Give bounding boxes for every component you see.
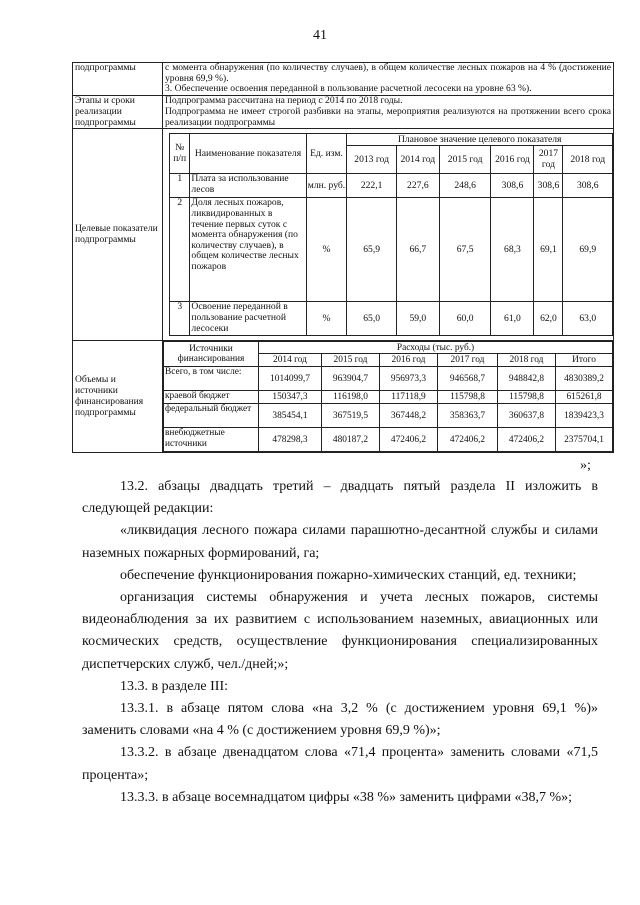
row-label: подпрограммы	[73, 63, 163, 96]
financing-value: 963904,7	[322, 367, 380, 391]
row-content	[163, 341, 614, 453]
indicator-value: 227,6	[396, 174, 439, 198]
financing-value: 4830389,2	[556, 367, 613, 391]
indicator-num: 3	[170, 302, 190, 336]
paragraph: 13.3.3. в абзаце восемнадцатом цифры «38 %» заменить цифрами «38,7 %»;	[120, 789, 573, 805]
indicator-value: 59,0	[396, 302, 439, 336]
col-header-expenses: Расходы (тыс. руб.)	[259, 342, 613, 354]
indicator-value: 222,1	[347, 174, 396, 198]
financing-value: 117118,9	[380, 391, 438, 404]
indicator-unit: млн. руб.	[306, 174, 347, 198]
indicator-row	[170, 198, 613, 302]
indicator-value: 66,7	[396, 198, 439, 302]
col-header-sources: Источники финансирования	[164, 342, 259, 367]
indicators-header-row	[170, 134, 613, 146]
indicator-name: Освоение переданной в пользование расчетной лесосеки	[190, 302, 306, 336]
financing-row	[164, 367, 613, 391]
passport-row-stages	[73, 96, 614, 129]
financing-value: 472406,2	[498, 428, 556, 452]
financing-value: 116198,0	[322, 391, 380, 404]
passport-row-indicators	[73, 129, 614, 341]
row-content	[163, 63, 614, 96]
financing-value: 948842,8	[498, 367, 556, 391]
indicator-value: 62,0	[534, 302, 563, 336]
paragraph: 13.3.1. в абзаце пятом слова «на 3,2 % (с достижением уровня 69,1 %)» заменить словами «на 4 % (с достижением уровня 69,9 %)»;	[82, 701, 598, 739]
indicator-unit: %	[306, 198, 347, 302]
row-label: Объемы и источники финансирования подпрограммы	[73, 341, 163, 453]
indicator-value: 68,3	[491, 198, 534, 302]
indicator-name: Плата за использование лесов	[190, 174, 306, 198]
financing-source: краевой бюджет	[164, 391, 259, 404]
indicator-value: 308,6	[491, 174, 534, 198]
closing-quote-mark: »;	[580, 458, 591, 473]
goal-text-line: 3. Обеспечение освоения переданной в пользование расчетной лесосеки на уровне 63 %).	[165, 83, 532, 95]
financing-value: 367448,2	[380, 404, 438, 428]
financing-value: 2375704,1	[556, 428, 613, 452]
year-header: 2017 год	[534, 146, 563, 174]
financing-source: внебюджетные источники	[164, 428, 259, 452]
indicator-value: 308,6	[534, 174, 563, 198]
year-header: 2013 год	[347, 146, 396, 174]
year-header: 2014 год	[259, 354, 322, 367]
financing-value: 115798,8	[438, 391, 498, 404]
indicator-value: 248,6	[439, 174, 491, 198]
indicator-num: 1	[170, 174, 190, 198]
financing-value: 115798,8	[498, 391, 556, 404]
indicator-unit: %	[306, 302, 347, 336]
indicator-value: 65,0	[347, 302, 396, 336]
indicator-value: 60,0	[439, 302, 491, 336]
financing-source: федеральный бюджет	[164, 404, 259, 428]
indicator-value: 61,0	[491, 302, 534, 336]
paragraph: 13.2. абзацы двадцать третий – двадцать пятый раздела II изложить в следующей редакции:	[82, 479, 598, 517]
indicator-value: 69,1	[534, 198, 563, 302]
row-content	[163, 129, 614, 341]
year-header: 2016 год	[380, 354, 438, 367]
paragraph: обеспечение функционирования пожарно-химических станций, ед. техники;	[120, 567, 577, 583]
year-header: 2018 год	[498, 354, 556, 367]
financing-value: 956973,3	[380, 367, 438, 391]
year-header: 2014 год	[396, 146, 439, 174]
col-header-name: Наименование показателя	[190, 134, 306, 174]
passport-row-financing	[73, 341, 614, 453]
stages-text-line: Подпрограмма рассчитана на период с 2014 по 2018 годы.	[165, 95, 403, 107]
indicator-value: 67,5	[439, 198, 491, 302]
financing-value: 480187,2	[322, 428, 380, 452]
passport-table-wrapper	[72, 62, 613, 453]
financing-value: 385454,1	[259, 404, 322, 428]
paragraph: «ликвидация лесного пожара силами парашютно-десантной службы и силами наземных пожарных формирований, га;	[82, 523, 598, 561]
financing-value: 360637,8	[498, 404, 556, 428]
goal-text-line: с момента обнаружения (по количеству случаев), в общем количестве лесных пожаров на 4 % (достижение уровня 69,9 %).	[165, 62, 611, 84]
row-label: Этапы и сроки реализации подпрограммы	[73, 96, 163, 129]
row-label: Целевые показатели подпрограммы	[73, 129, 163, 341]
page-number: 41	[313, 28, 327, 43]
financing-value: 1839423,3	[556, 404, 613, 428]
paragraph: 13.3. в разделе III:	[120, 678, 229, 694]
financing-value: 367519,5	[322, 404, 380, 428]
subprogram-passport-table	[72, 62, 614, 453]
indicator-value: 308,6	[563, 174, 613, 198]
year-header: 2018 год	[563, 146, 613, 174]
financing-value: 150347,3	[259, 391, 322, 404]
indicator-row	[170, 174, 613, 198]
financing-value: 472406,2	[438, 428, 498, 452]
col-header-num: № п/п	[170, 134, 190, 174]
indicator-value: 65,9	[347, 198, 396, 302]
indicator-value: 63,0	[563, 302, 613, 336]
stages-text-line: Подпрограмма не имеет строгой разбивки на этапы, мероприятия реализуются на протяжении всего срока реализации подпрограммы	[165, 105, 611, 128]
amendment-text	[82, 476, 598, 809]
year-header: 2016 год	[491, 146, 534, 174]
financing-value: 1014099,7	[259, 367, 322, 391]
financing-table	[163, 341, 613, 452]
col-header-unit: Ед. изм.	[306, 134, 347, 174]
financing-value: 615261,8	[556, 391, 613, 404]
row-content	[163, 96, 614, 129]
year-header: Итого	[556, 354, 613, 367]
financing-value: 358363,7	[438, 404, 498, 428]
paragraph: 13.3.2. в абзаце двенадцатом слова «71,4 процента» заменить словами «71,5 процента»;	[82, 745, 598, 783]
indicator-name: Доля лесных пожаров, ликвидированных в течение первых суток с момента обнаружения (по количеству случаев), в общем количестве лесных пожаров	[190, 198, 306, 302]
indicator-value: 69,9	[563, 198, 613, 302]
year-header: 2017 год	[438, 354, 498, 367]
financing-source: Всего, в том числе:	[164, 367, 259, 391]
year-header: 2015 год	[322, 354, 380, 367]
financing-value: 478298,3	[259, 428, 322, 452]
financing-value: 946568,7	[438, 367, 498, 391]
financing-row	[164, 391, 613, 404]
passport-row-goals	[73, 63, 614, 96]
financing-header-row	[164, 342, 613, 354]
indicators-table	[169, 133, 613, 336]
financing-row	[164, 428, 613, 452]
indicator-row	[170, 302, 613, 336]
financing-value: 472406,2	[380, 428, 438, 452]
indicator-num: 2	[170, 198, 190, 302]
financing-row	[164, 404, 613, 428]
paragraph: организация системы обнаружения и учета лесных пожаров, системы видеонаблюдения за их развитием с использованием наземных, авиационных или космических средств, осуществление функционирования специализированных диспетчерских служб, чел./дней;»;	[82, 590, 598, 672]
col-header-plan: Плановое значение целевого показателя	[347, 134, 613, 146]
year-header: 2015 год	[439, 146, 491, 174]
